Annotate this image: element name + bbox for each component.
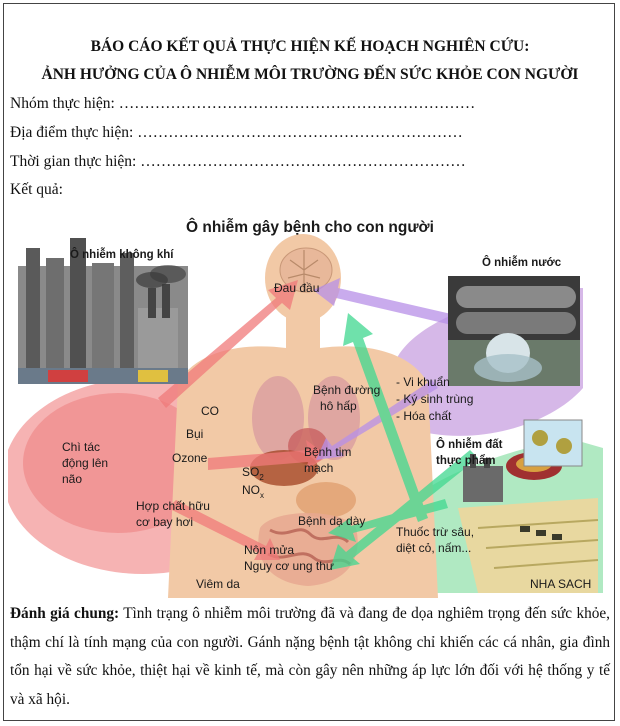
location-field: Địa điểm thực hiện: ……………………………………………………… <box>10 124 463 141</box>
dust-label: Bụi <box>186 427 204 441</box>
parasites-label: - Ký sinh trùng <box>396 392 474 406</box>
group-field: Nhóm thực hiện: …………………………………………………………… <box>10 95 476 112</box>
pollution-infographic <box>8 208 612 598</box>
general-assessment <box>10 600 610 714</box>
time-field: Thời gian thực hiện: ……………………………………………………… <box>10 153 466 170</box>
respiratory-label-2: hô hấp <box>320 399 357 413</box>
lead-label-2: động lên <box>62 456 109 470</box>
lead-label-3: não <box>62 472 83 486</box>
chemicals-label: - Hóa chất <box>396 409 452 423</box>
headache-label: Đau đầu <box>274 281 320 295</box>
air-pollution-title: Ô nhiễm không khí <box>70 249 174 261</box>
report-title-line1: BÁO CÁO KẾT QUẢ THỰC HIỆN KẾ HOẠCH NGHIÊN CỨU: <box>90 38 530 55</box>
voc-label-2: cơ bay hơi <box>136 515 194 529</box>
cancer-risk-label: Nguy cơ ung thư <box>244 559 334 573</box>
soil-pollution-title-1: Ô nhiễm đất <box>436 439 503 451</box>
so2-label: $SO_2$ <box>242 465 264 482</box>
respiratory-label-1: Bệnh đường <box>313 383 381 397</box>
pesticides-label-2: diệt cỏ, nấm... <box>396 541 472 555</box>
heart-label-1: Bệnh tim <box>304 445 352 459</box>
heart-label-2: mạch <box>304 461 334 475</box>
ozone-label: Ozone <box>172 451 208 465</box>
stomach-label: Bệnh dạ dày <box>298 514 366 528</box>
lead-label-1: Chì tác <box>62 440 101 454</box>
vomiting-label: Nôn mửa <box>244 543 295 557</box>
dermatitis-label: Viêm da <box>196 577 240 591</box>
water-pollution-title: Ô nhiễm nước <box>482 257 562 269</box>
report-title-line2: ẢNH HƯỞNG CỦA Ô NHIỄM MÔI TRƯỜNG ĐẾN SỨC KHỎE CON NGƯỜI <box>41 66 579 83</box>
watermark: NHA SACH <box>530 577 592 591</box>
pesticides-label-1: Thuốc trừ sâu, <box>396 525 475 539</box>
result-label: Kết quả: <box>10 181 63 198</box>
bacteria-label: - Vi khuẩn <box>396 375 450 389</box>
infographic-title: Ô nhiễm gây bệnh cho con người <box>186 219 434 236</box>
soil-pollution-title-2: thực phẩm <box>436 455 496 467</box>
assessment-heading: Đánh giá chung: <box>10 605 120 622</box>
assessment-body: Tình trạng ô nhiễm môi trường đã và đang đe dọa nghiêm trọng đến sức khỏe, thậm chí là tính mạng của con người. Gánh nặng bệnh tật không chỉ khiến các cá nhân, gia đình tổn hại về sức khỏe, thiệt hại về kinh tế, mà còn gây nên những áp lực lớn đối với hệ thống y tế và xã hội. <box>10 605 610 708</box>
nox-label: $NO_x$ <box>242 483 264 500</box>
co-label: CO <box>201 404 219 418</box>
water-pipe-illustration <box>448 276 580 386</box>
voc-label-1: Hợp chất hữu <box>136 499 210 513</box>
